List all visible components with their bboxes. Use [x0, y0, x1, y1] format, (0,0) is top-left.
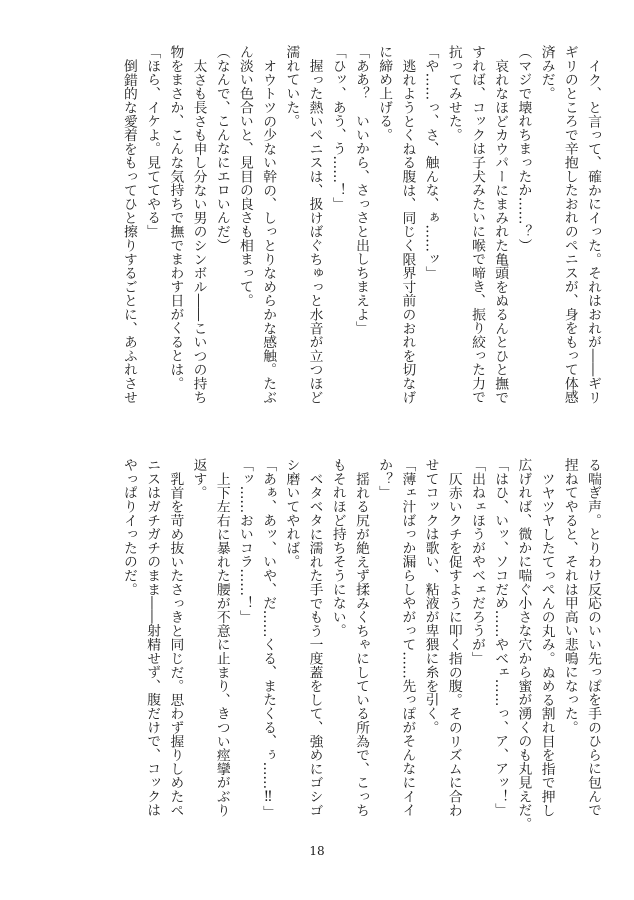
- text-column: ギリのところで辛抱したおれのペニスが、身をもって体感: [561, 45, 578, 404]
- text-column: 「薄ェ汁ばっか漏らしやがって……先っぽがそんなにイイ: [399, 458, 416, 817]
- text-column: イク、と言って、確かにイった。それはおれが――ギリ: [585, 58, 601, 404]
- text-column: 揺れる尻が絶えず揉みくちゃにしている所為で、こっち: [352, 471, 369, 817]
- text-column: 濡れていた。: [283, 45, 300, 128]
- text-column: やっぱりイったのだ。: [120, 458, 137, 596]
- text-column: 「ひッ、あう、う……！」: [329, 45, 346, 211]
- text-column: ベタベタに濡れた手でもう一度蓋をして、強めにゴシゴ: [306, 471, 323, 817]
- text-column: ニスはガチガチのまま――射精せず、腹だけで、コックは: [144, 458, 161, 817]
- text-column: ん淡い色合いと、見目の良さも相まって。: [236, 45, 253, 308]
- text-column: せてコックは歌い、粘液が卑猥に糸を引く。: [422, 458, 439, 734]
- text-column: ツヤツヤしたてっぺんの丸み。ぬめる割れ目を指で押し: [538, 471, 555, 817]
- text-column: 逃れようとくねる腹は、同じく限界寸前のおれを切なげ: [399, 58, 416, 404]
- text-column: 哀れなほどカウパーにまみれた亀頭をぬるんとひと撫で: [492, 58, 509, 404]
- text-column: 済みだ。: [538, 45, 555, 101]
- text-column: 抗ってみせた。: [445, 45, 462, 142]
- text-column: 捏ねてやると、それは甲高い悲鳴になった。: [561, 458, 578, 734]
- text-column: る喘ぎ声。とりわけ反応のいい先っぽを手のひらに包んで: [585, 458, 601, 817]
- text-column: 物をまさか、こんな気持ちで撫でまわす日がくるとは。: [167, 45, 184, 390]
- text-column: 返す。: [190, 458, 207, 500]
- text-column: 「ッ……おいコラ……！」: [236, 458, 253, 624]
- text-column: シ磨いてやれば。: [283, 458, 300, 569]
- text-column: 「あぁ、あッ、いや、だ……くる、またくる、ぅ……‼」: [260, 458, 277, 819]
- text-column: 太さも長さも申し分ない男のシンボル――こいつの持ち: [190, 58, 207, 404]
- text-column: 仄赤いクチを促すように叩く指の腹。そのリズムに合わ: [445, 471, 462, 817]
- text-column: 「ああ？ いいから、さっさと出しちまえよ」: [352, 45, 369, 335]
- text-column: 広げれば、微かに喘ぐ小さな穴から蜜が湧くのも丸見えだ。: [515, 458, 532, 831]
- text-column: に締め上げる。: [376, 45, 393, 142]
- text-column: 上下左右に暴れた腰が不意に止まり、きつい痙攣がぶり: [213, 471, 230, 817]
- text-column: 「出ねェほうがやべェだろうが」: [468, 458, 485, 665]
- text-column: 乳首を苛め抜いたさっきと同じだ。思わず握りしめたペ: [167, 471, 184, 817]
- text-column: すれば、コックは子犬みたいに喉で啼き、振り絞った力で: [468, 45, 485, 404]
- text-column: もそれほど持ちそうにない。: [329, 458, 346, 638]
- page-number: 18: [309, 844, 325, 858]
- text-column: 「はひ、いッ、ソコだめ……やべェ……っ、ア、アッ！」: [492, 458, 509, 817]
- text-column: 「ほら、イケよ。見ててやる」: [144, 45, 161, 239]
- text-column: か？」: [376, 458, 393, 500]
- text-column: 「や……っ、さ、触んな、ぁ……ッ」: [422, 45, 439, 280]
- text-column: （マジで壊れちまったか……？）: [515, 45, 532, 252]
- text-column: オウトツの少ない幹の、しっとりなめらかな感触。たぶ: [260, 58, 277, 404]
- top-text-block: [116, 45, 604, 407]
- text-column: 倒錯的な愛着をもってひと擦りするごとに、あふれさせ: [120, 58, 137, 404]
- text-column: （なんで、こんなにエロいんだ）: [213, 45, 230, 252]
- text-column: 握った熱いペニスは、扱けばぐちゅっと水音が立つほど: [306, 58, 323, 404]
- bottom-text-block: [116, 458, 604, 831]
